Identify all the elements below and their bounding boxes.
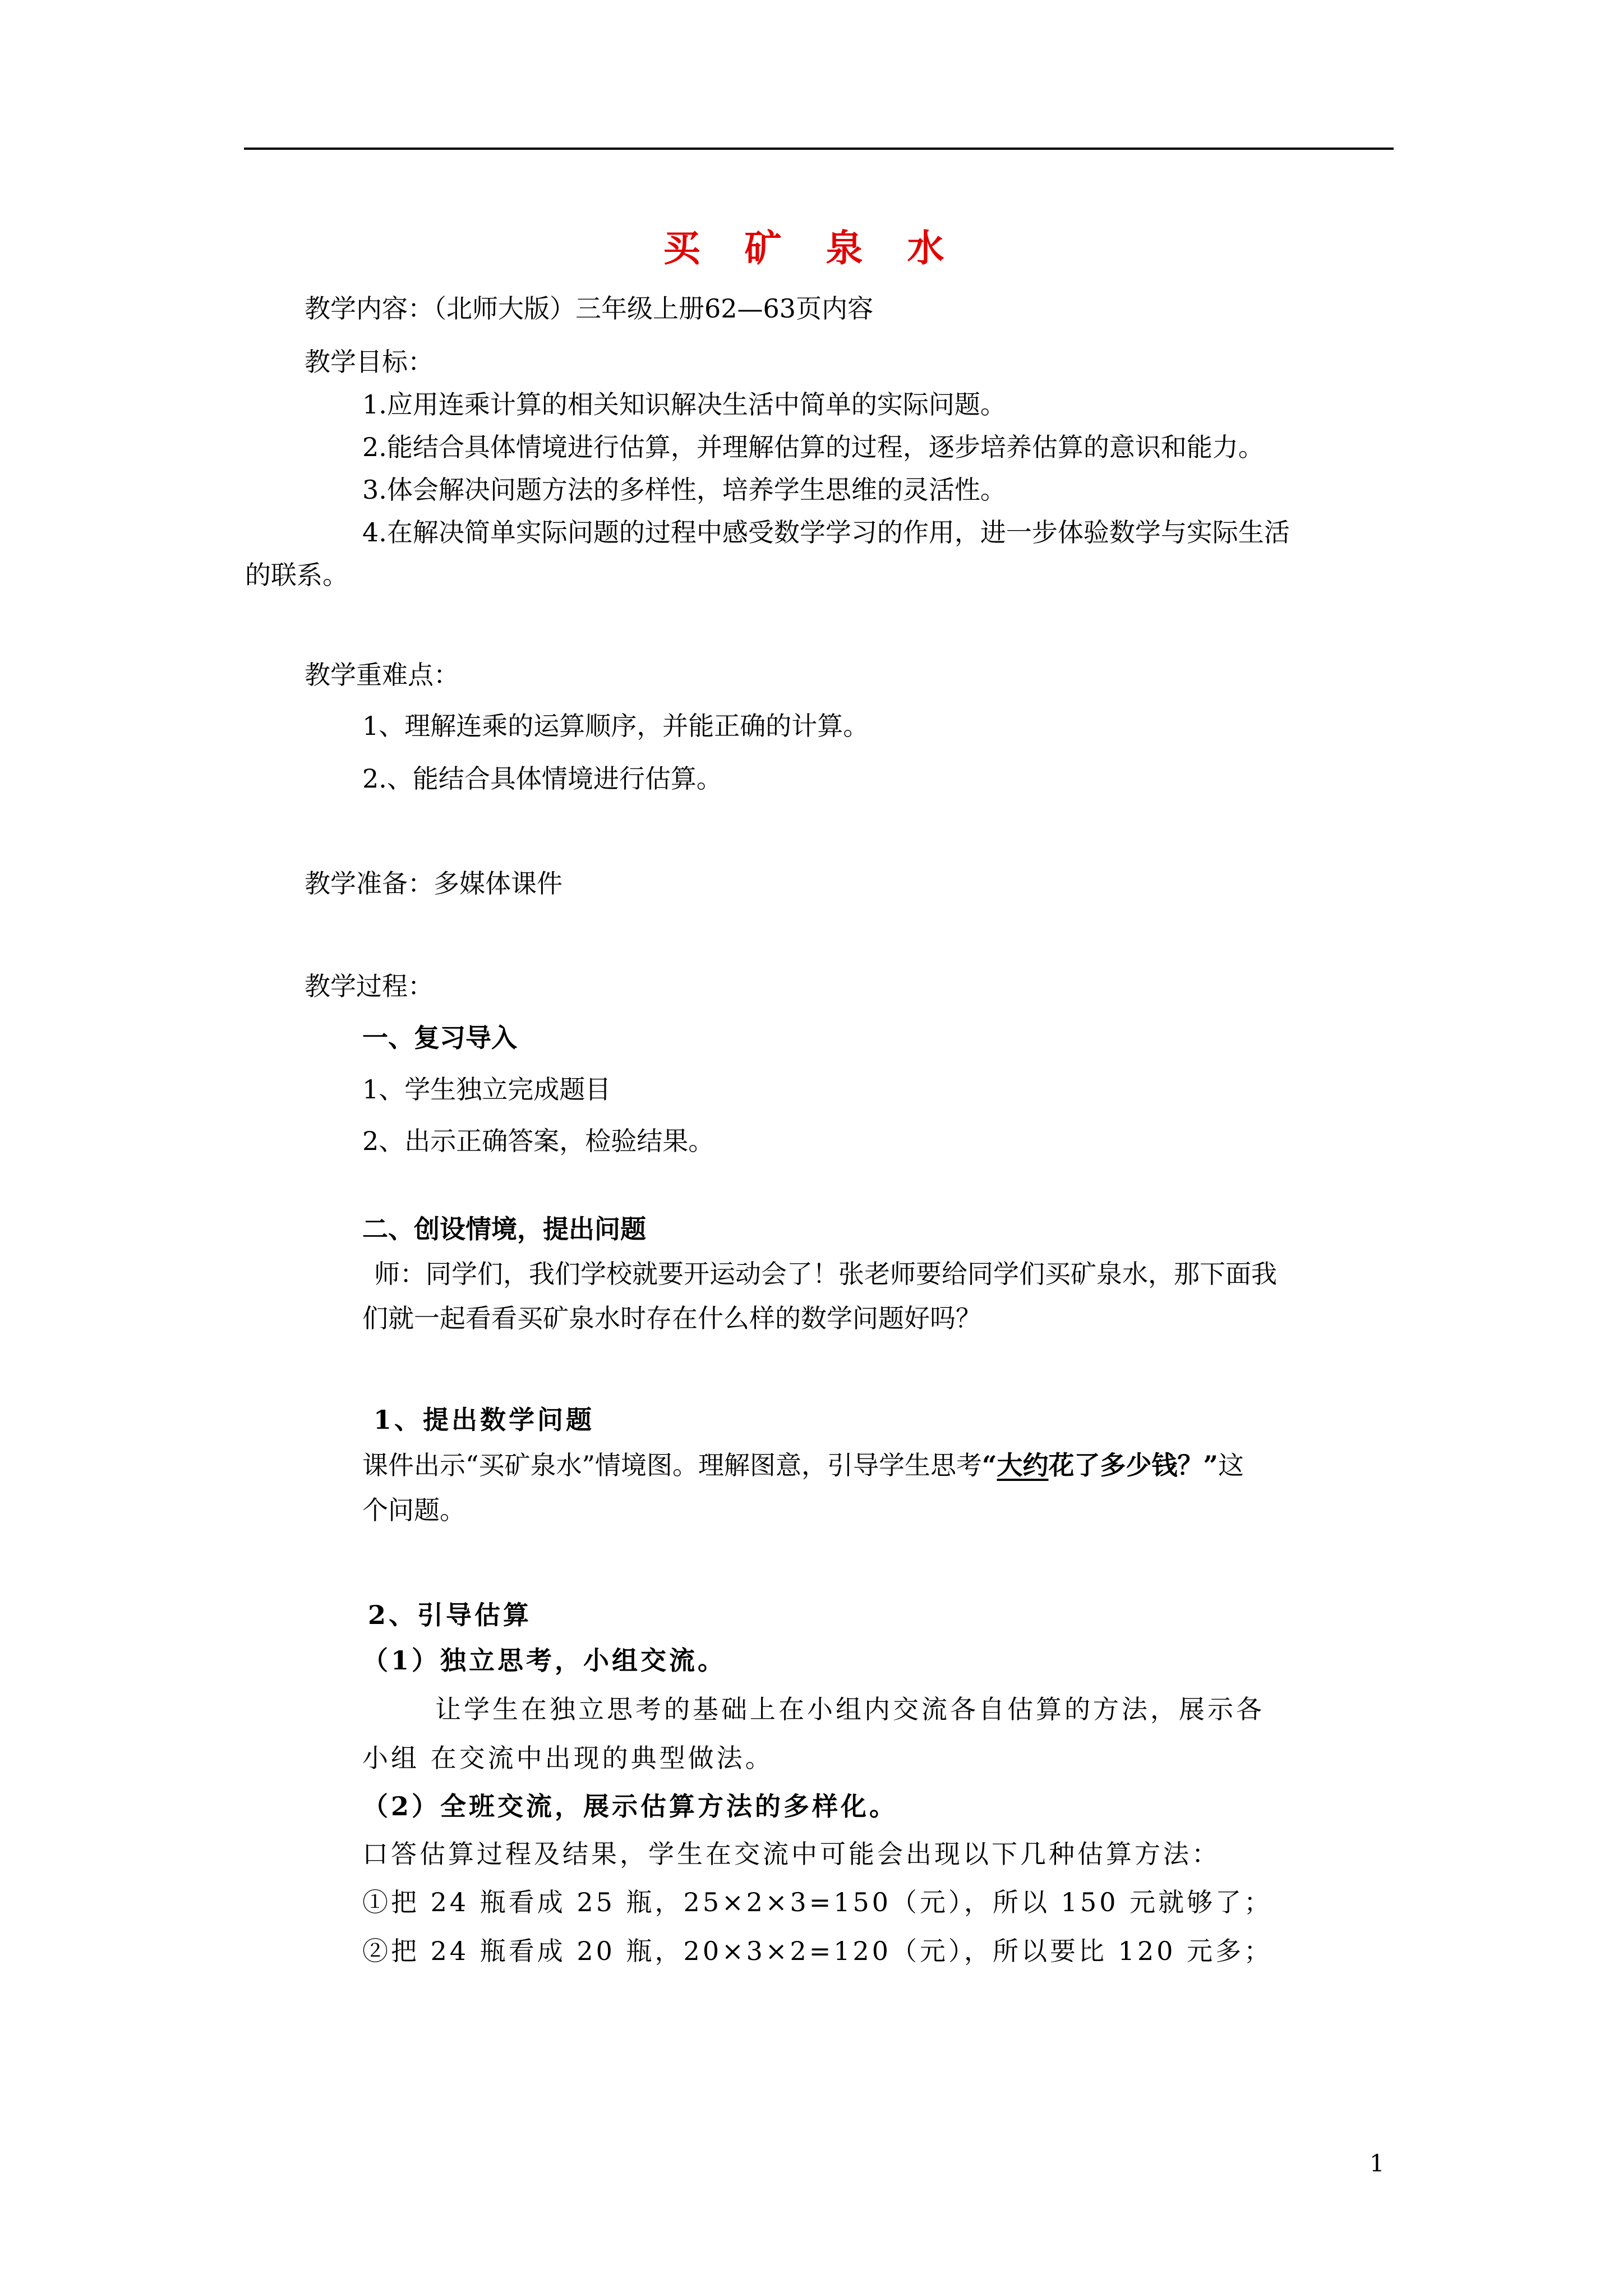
key-point-item-2: 2.、能结合具体情境进行估算。	[362, 763, 722, 794]
estimation-method-2: ②把 24 瓶看成 20 瓶，20×3×2=120（元），所以要比 120 元多；	[362, 1936, 1273, 1966]
sub1-line1-prefix: 课件出示“买矿泉水”情境图。理解图意，引导学生思考	[362, 1450, 983, 1480]
question-underlined: 大约	[997, 1450, 1049, 1480]
key-points-heading: 教学重难点：	[305, 660, 459, 690]
step2-intro: 口答估算过程及结果，学生在交流中可能会出现以下几种估算方法：	[362, 1839, 1220, 1869]
objective-item-1: 1.应用连乘计算的相关知识解决生活中简单的实际问题。	[362, 389, 1006, 420]
document-title: 买 矿 泉 水	[663, 226, 960, 270]
step1-heading: （1）独立思考，小组交流。	[362, 1645, 727, 1676]
teacher-line-2: 们就一起看看买矿泉水时存在什么样的数学问题好吗？	[362, 1303, 981, 1333]
sub1-heading: 1、提出数学问题	[374, 1405, 595, 1435]
step1-line-1: 让学生在独立思考的基础上在小组内交流各自估算的方法，展示各	[435, 1694, 1265, 1724]
sub2-heading: 2、引导估算	[368, 1600, 532, 1630]
question-rest: 花了多少钱？”	[1048, 1450, 1218, 1480]
preparation-line: 教学准备：多媒体课件	[305, 868, 562, 899]
question-open-quote: “	[982, 1450, 997, 1480]
sub1-line1-suffix: 这	[1218, 1450, 1244, 1480]
section1-item-1: 1、学生独立完成题目	[362, 1074, 611, 1105]
objective-item-3: 3.体会解决问题方法的多样性，培养学生思维的灵活性。	[362, 475, 1006, 505]
key-point-item-1: 1、理解连乘的运算顺序，并能正确的计算。	[362, 711, 869, 741]
teacher-line-1: 师：同学们，我们学校就要开运动会了！张老师要给同学们买矿泉水，那下面我	[374, 1259, 1277, 1289]
header-rule	[244, 148, 1394, 150]
section2-heading: 二、创设情境，提出问题	[362, 1214, 646, 1244]
page-number: 1	[1370, 2150, 1385, 2177]
objective-item-2: 2.能结合具体情境进行估算，并理解估算的过程，逐步培养估算的意识和能力。	[362, 432, 1264, 462]
sub1-line-1	[362, 1448, 1244, 1482]
objective-item-4: 4.在解决简单实际问题的过程中感受数学学习的作用，进一步体验数学与实际生活	[362, 517, 1290, 547]
step2-heading: （2）全班交流，展示估算方法的多样化。	[362, 1791, 898, 1821]
step1-line-2: 小组 在交流中出现的典型做法。	[362, 1743, 774, 1773]
estimation-method-1: ①把 24 瓶看成 25 瓶，25×2×3=150（元），所以 150 元就够了；	[362, 1887, 1273, 1917]
section1-item-2: 2、出示正确答案，检验结果。	[362, 1126, 714, 1156]
section1-heading: 一、复习导入	[362, 1023, 517, 1053]
objectives-heading: 教学目标：	[305, 347, 434, 377]
process-heading: 教学过程：	[305, 971, 434, 1001]
objective-item-4-continuation: 的联系。	[245, 560, 348, 590]
teaching-content-line: 教学内容：（北师大版）三年级上册62—63页内容	[305, 293, 874, 324]
sub1-line-2: 个问题。	[362, 1495, 465, 1525]
